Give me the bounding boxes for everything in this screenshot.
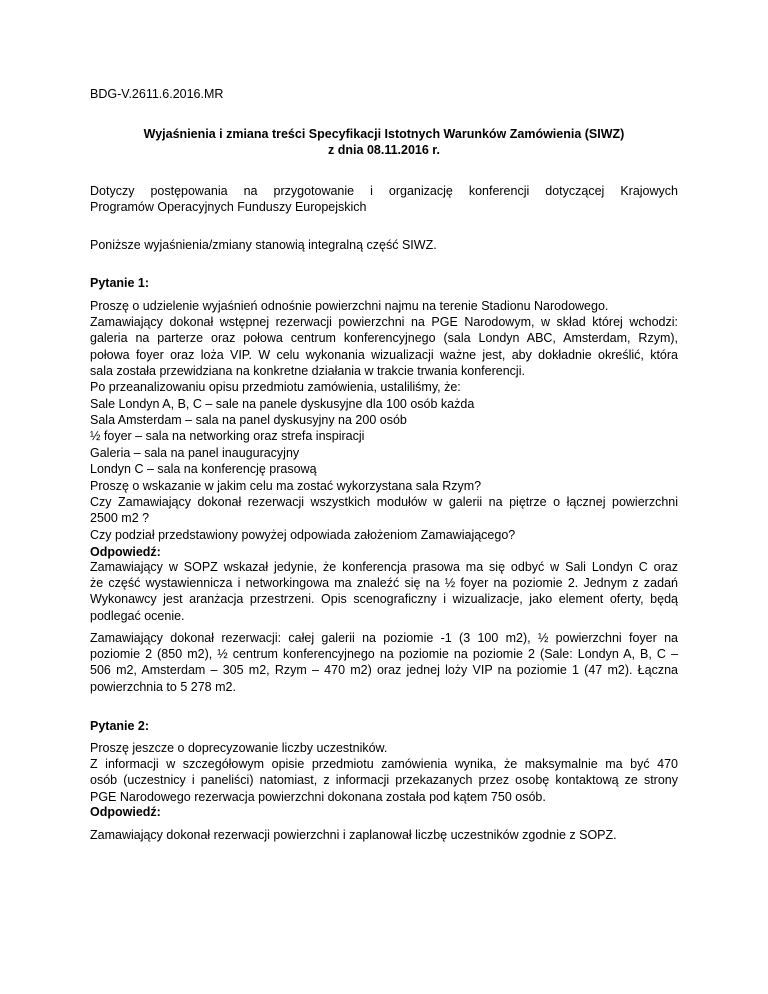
a1-line: Zamawiający dokonał rezerwacji: całej galerii na poziomie -1 (3 100 m2), ½ powierzchni foyer na (90, 631, 678, 645)
a1-line: 506 m2, Amsterdam – 305 m2, Rzym – 470 m2) oraz jednej loży VIP na poziomie 1 (47 m2). Łączna (90, 663, 678, 678)
a1-line: poziomie 2 (850 m2), ½ centrum konferencyjnego na poziomie na poziomie 2 (Sale: Londyn A, B, C – (90, 647, 678, 662)
q1-line: Czy Zamawiający dokonał rezerwacji wszystkich modułów w galerii na piętrze o łącznej powierzchni (90, 495, 678, 510)
subject-paragraph (90, 183, 678, 215)
q1-line: Czy podział przedstawiony powyżej odpowiada założeniom Zamawiającego? (90, 527, 516, 542)
a1-line: podlegać ocenie. (90, 608, 185, 623)
title-line-2: z dnia 08.11.2016 r. (328, 143, 440, 158)
intro-paragraph: Poniższe wyjaśnienia/zmiany stanowią integralną część SIWZ. (90, 238, 437, 252)
answer-1-heading: Odpowiedź: (90, 545, 161, 559)
subject-line-1: Dotyczy postępowania na przygotowanie i organizację konferencji dotyczącej Krajowych (90, 184, 678, 198)
q1-line: sala została przewidziana na konkretne działania w trakcie trwania konferencji. (90, 363, 525, 378)
answer-1-paragraph-1 (90, 559, 678, 624)
a1-line: że część wystawiennicza i networkingowa ma znaleźć się na ½ foyer na poziomie 2. Jednym z zadań (90, 576, 678, 591)
q1-line: połowa foyer oraz loża VIP. W celu wykonania wizualizacji ważne jest, aby dokładnie określić, która (90, 347, 678, 362)
q1-line: Po przeanalizowaniu opisu przedmiotu zamówienia, ustaliliśmy, że: (90, 380, 461, 395)
title-line-1: Wyjaśnienia i zmiana treści Specyfikacji Istotnych Warunków Zamówienia (SIWZ) (143, 127, 625, 141)
room-allocation-list (90, 396, 678, 477)
document-title (90, 126, 678, 158)
answer-2-heading: Odpowiedź: (90, 805, 161, 819)
subject-line-2: Programów Operacyjnych Funduszy Europejskich (90, 200, 367, 215)
list-item: ½ foyer – sala na networking oraz strefa inspiracji (90, 429, 365, 444)
list-item: Sala Amsterdam – sala na panel dyskusyjny na 200 osób (90, 413, 407, 428)
question-2-heading: Pytanie 2: (90, 719, 150, 733)
a1-line: Wykonawcy jest aranżacja przestrzeni. Opis scenograficzny i wizualizacje, jako element oferty, będą (90, 592, 678, 607)
a1-line: Zamawiający w SOPZ wskazał jedynie, że konferencja prasowa ma się odbyć w Sali Londyn C oraz (90, 560, 678, 574)
answer-1-paragraph-2 (90, 630, 678, 695)
q2-line: Z informacji w szczegółowym opisie przedmiotu zamówienia wynika, że maksymalnie ma być 470 (90, 757, 678, 772)
list-item: Londyn C – sala na konferencję prasową (90, 461, 317, 476)
q1-line: Proszę o wskazanie w jakim celu ma zostać wykorzystana sala Rzym? (90, 479, 482, 493)
question-1-paragraph-2 (90, 478, 678, 543)
list-item: Sale Londyn A, B, C – sale na panele dyskusyjne dla 100 osób każda (90, 397, 475, 411)
a1-line: powierzchnia to 5 278 m2. (90, 679, 236, 694)
q1-line: galeria na parterze oraz połowa centrum konferencyjnego (sala Londyn ABC, Amsterdam, Rzym), (90, 331, 678, 346)
list-item: Galeria – sala na panel inauguracyjny (90, 445, 300, 460)
question-1-heading: Pytanie 1: (90, 276, 150, 290)
q1-line: Zamawiający dokonał wstępnej rezerwacji powierzchni na PGE Narodowym, w skład której wchodzi: (90, 315, 678, 330)
answer-2-paragraph: Zamawiający dokonał rezerwacji powierzchni i zaplanował liczbę uczestników zgodnie z SOPZ. (90, 828, 617, 842)
q1-line: Proszę o udzielenie wyjaśnień odnośnie powierzchni najmu na terenie Stadionu Narodowego. (90, 299, 609, 313)
q2-line: Proszę jeszcze o doprecyzowanie liczby uczestników. (90, 741, 388, 755)
question-2-paragraph (90, 740, 678, 805)
document-reference: BDG-V.2611.6.2016.MR (90, 87, 224, 101)
q1-line: 2500 m2 ? (90, 511, 150, 526)
q2-line: osób (uczestnicy i paneliści) natomiast, z informacji przekazanych przez osobę kontaktową ze strony (90, 773, 678, 788)
q2-line: PGE Narodowego rezerwacja powierzchni dokonana została pod kątem 750 osób. (90, 789, 546, 804)
question-1-paragraph-1 (90, 298, 678, 395)
